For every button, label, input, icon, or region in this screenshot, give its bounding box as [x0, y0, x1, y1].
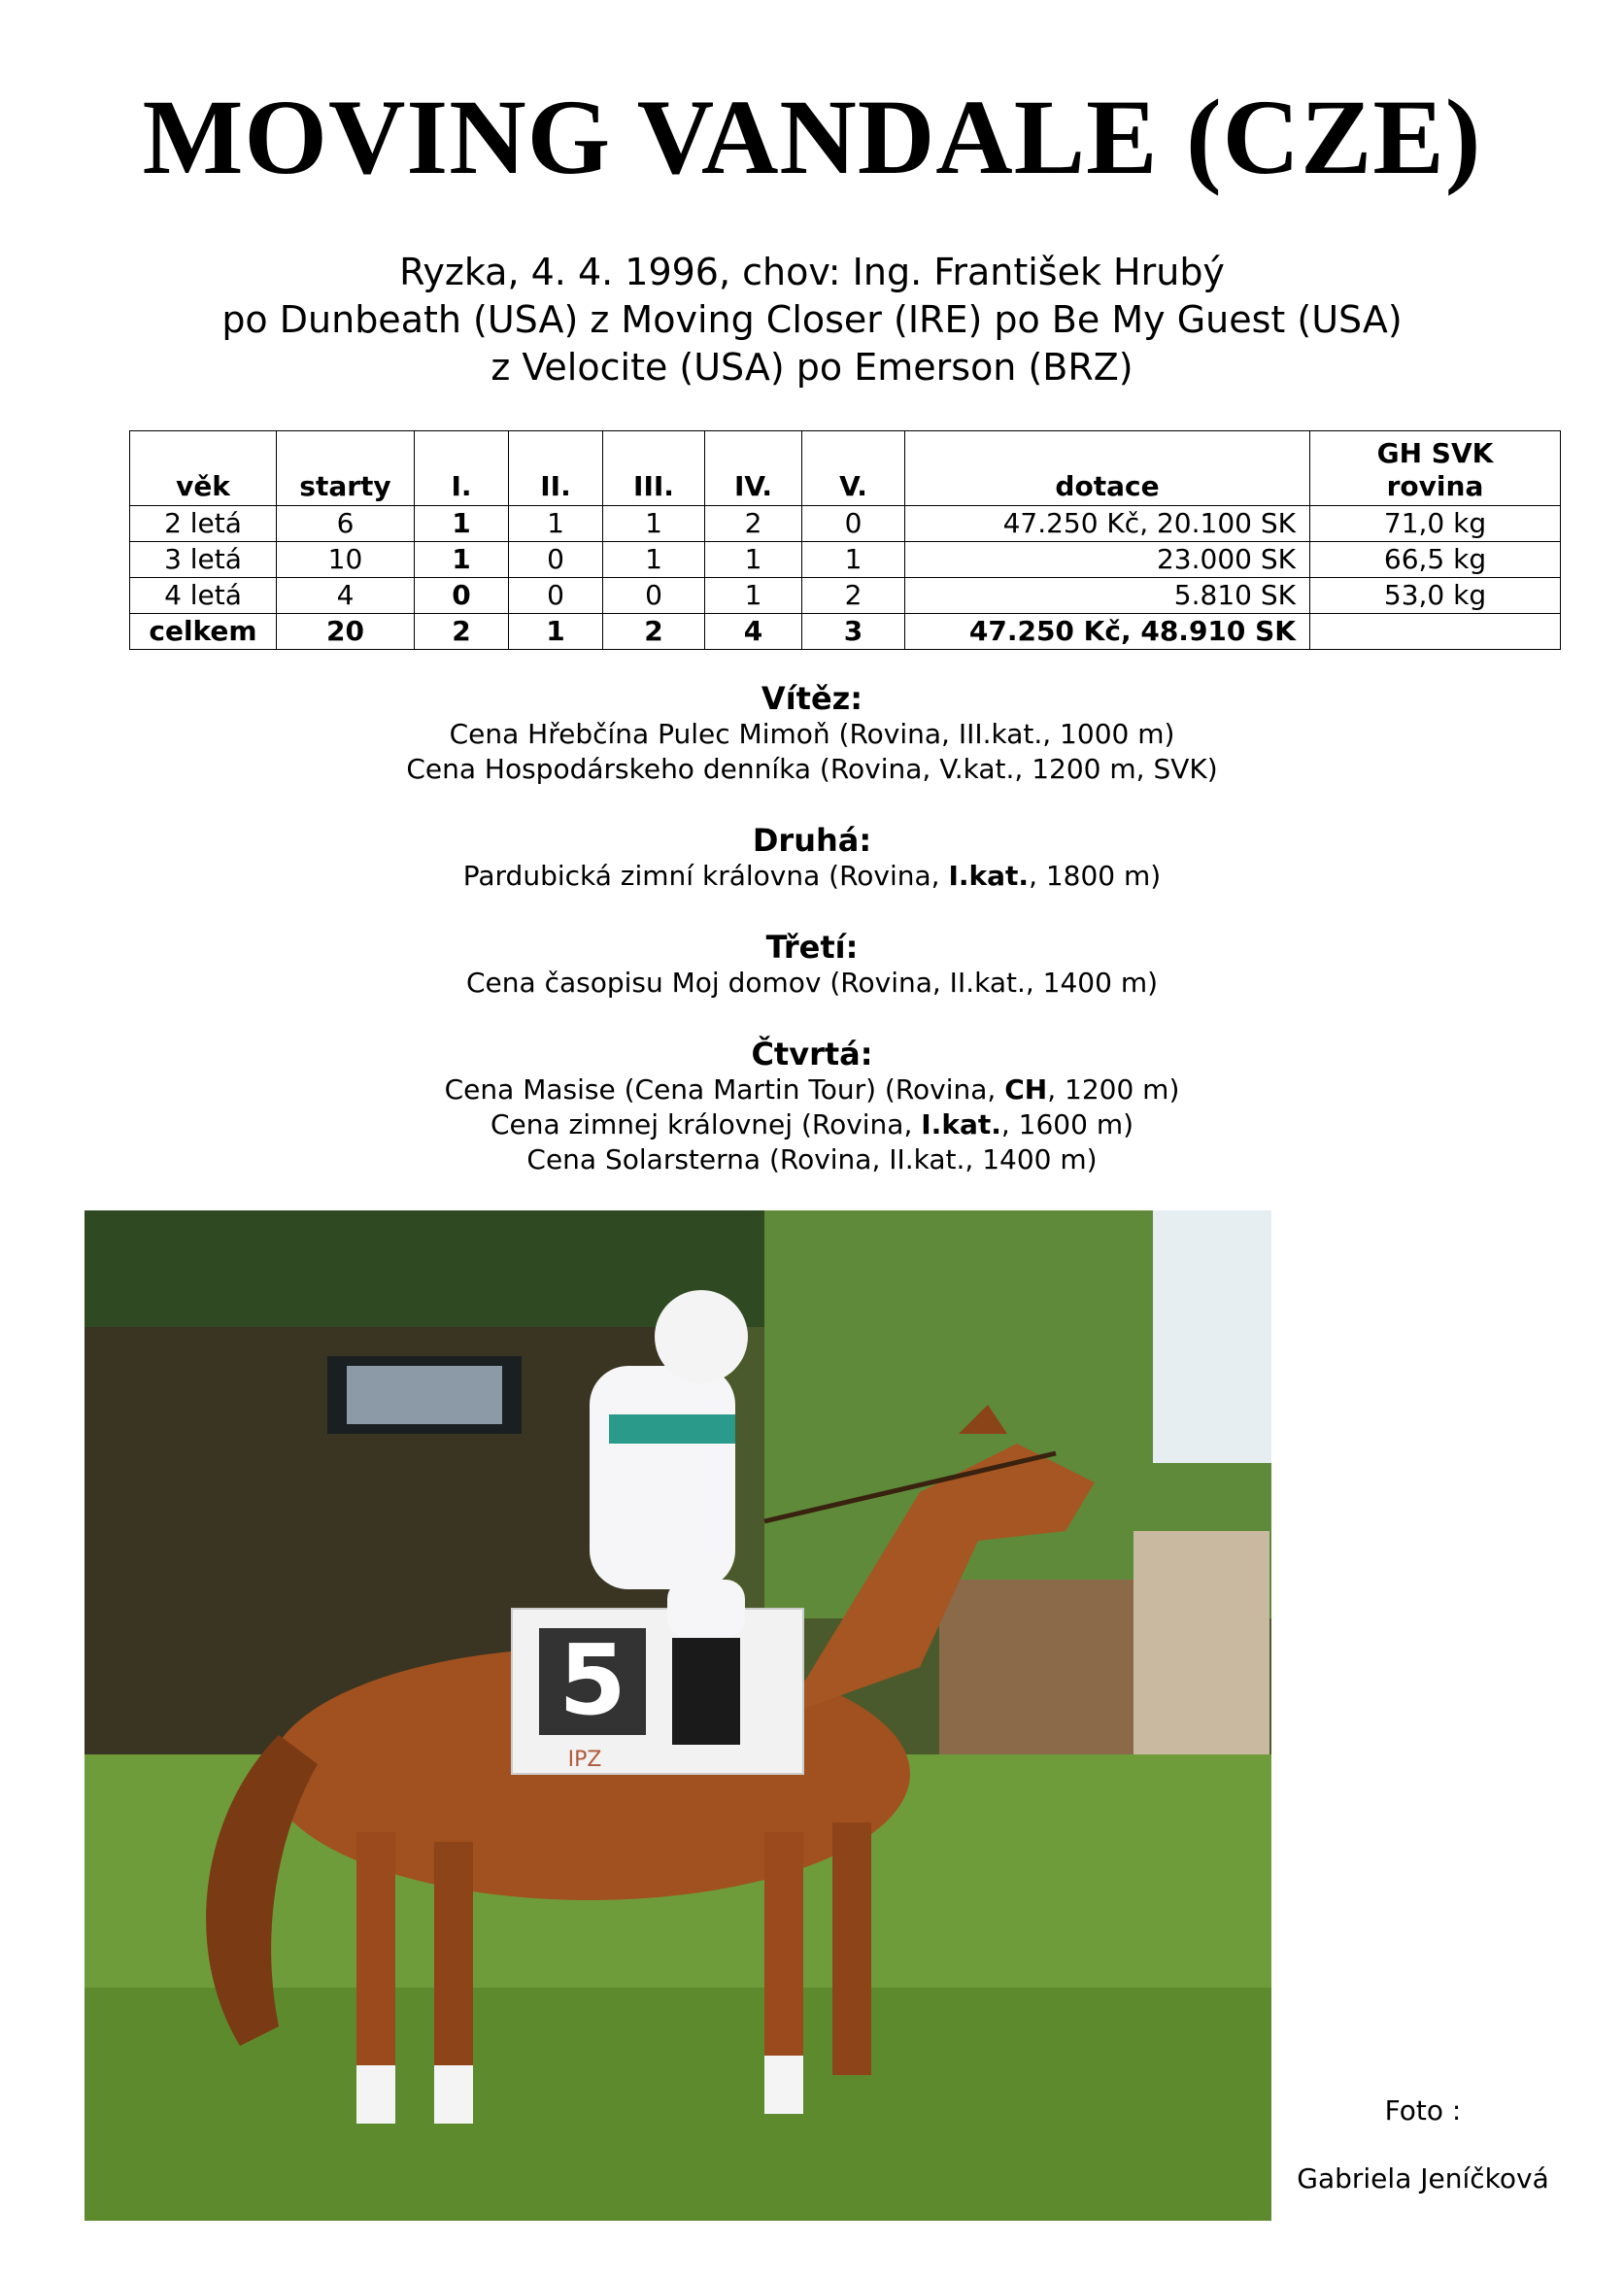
- pedigree-line-3: z Velocite (USA) po Emerson (BRZ): [491, 346, 1133, 389]
- cell-prize-money: 5.810 SK: [905, 578, 1310, 614]
- pedigree-line-2: po Dunbeath (USA) z Moving Closer (IRE) po Be My Guest (USA): [221, 298, 1403, 341]
- result-text: , 1800 m): [1029, 860, 1162, 892]
- cell-starts: 6: [277, 506, 415, 542]
- header-age: věk: [130, 431, 277, 506]
- result-line: [0, 859, 1624, 894]
- table-row: [130, 506, 1561, 542]
- cell-fifth: 0: [802, 506, 905, 542]
- cell-starts: 20: [277, 614, 415, 650]
- pedigree-line-1: Ryzka, 4. 4. 1996, chov: Ing. František Hrubý: [399, 251, 1225, 293]
- result-line: Cena Hřebčína Pulec Mimoň (Rovina, III.kat., 1000 m): [449, 718, 1175, 750]
- race-results: [0, 680, 1624, 1212]
- cell-third: 1: [603, 542, 705, 578]
- cell-fourth: 4: [705, 614, 802, 650]
- cell-handicap: 71,0 kg: [1310, 506, 1561, 542]
- cell-prize-money: 23.000 SK: [905, 542, 1310, 578]
- table-row: [130, 542, 1561, 578]
- header-starts: starty: [277, 431, 415, 506]
- header-first: I.: [415, 431, 509, 506]
- cell-second: 0: [509, 578, 603, 614]
- results-fourth-heading: Čtvrtá:: [751, 1036, 873, 1072]
- header-handicap-line1: GH SVK: [1376, 437, 1494, 469]
- cell-fifth: 3: [802, 614, 905, 650]
- header-third: III.: [603, 431, 705, 506]
- cell-fifth: 1: [802, 542, 905, 578]
- header-handicap: [1310, 431, 1561, 506]
- cell-starts: 10: [277, 542, 415, 578]
- results-fourth: [0, 1036, 1624, 1177]
- cell-second: 0: [509, 542, 603, 578]
- results-second-heading: Druhá:: [752, 822, 872, 859]
- result-text: Pardubická zimní královna (Rovina,: [462, 860, 949, 892]
- cell-handicap: 53,0 kg: [1310, 578, 1561, 614]
- cell-first: 1: [415, 506, 509, 542]
- horse-photo-illustration: [85, 1210, 1271, 2221]
- cell-third: 1: [603, 506, 705, 542]
- result-category-bold: I.kat.: [948, 860, 1030, 892]
- table-header-row: [130, 431, 1561, 506]
- result-text: Cena zimnej královnej (Rovina,: [490, 1108, 922, 1140]
- cell-third: 2: [603, 614, 705, 650]
- cell-first: 2: [415, 614, 509, 650]
- cell-second: 1: [509, 506, 603, 542]
- cell-age: celkem: [130, 614, 277, 650]
- cell-fourth: 1: [705, 542, 802, 578]
- cell-starts: 4: [277, 578, 415, 614]
- result-category-bold: CH: [1004, 1073, 1048, 1106]
- cell-fifth: 2: [802, 578, 905, 614]
- result-text: Cena Masise (Cena Martin Tour) (Rovina,: [444, 1073, 1005, 1106]
- cell-prize-money: 47.250 Kč, 20.100 SK: [905, 506, 1310, 542]
- cell-prize-money: 47.250 Kč, 48.910 SK: [905, 614, 1310, 650]
- horse-name-title: MOVING VANDALE (CZE): [142, 78, 1482, 196]
- result-text: , 1200 m): [1047, 1073, 1180, 1106]
- pedigree-block: [0, 249, 1624, 391]
- result-line: Cena Hospodárskeho denníka (Rovina, V.kat., 1200 m, SVK): [406, 753, 1218, 785]
- results-winner: [0, 680, 1624, 787]
- header-second: II.: [509, 431, 603, 506]
- results-third: [0, 929, 1624, 1001]
- result-line: Cena časopisu Moj domov (Rovina, II.kat., 1400 m): [465, 967, 1159, 999]
- header-prize-money: dotace: [905, 431, 1310, 506]
- cell-first: 0: [415, 578, 509, 614]
- results-third-heading: Třetí:: [765, 929, 859, 966]
- header-fifth: V.: [802, 431, 905, 506]
- result-line: Cena Solarsterna (Rovina, II.kat., 1400 m): [526, 1143, 1098, 1175]
- table-total-row: [130, 614, 1561, 650]
- header-handicap-line2: rovina: [1386, 470, 1484, 502]
- cell-third: 0: [603, 578, 705, 614]
- results-second: [0, 822, 1624, 894]
- cell-second: 1: [509, 614, 603, 650]
- result-category-bold: I.kat.: [921, 1108, 1001, 1140]
- cell-handicap: 66,5 kg: [1310, 542, 1561, 578]
- cell-first: 1: [415, 542, 509, 578]
- cell-age: 2 letá: [130, 506, 277, 542]
- race-record-table: [129, 430, 1561, 650]
- cell-fourth: 2: [705, 506, 802, 542]
- photo-credit-label: Foto :: [1384, 2094, 1462, 2127]
- result-line: [0, 1107, 1624, 1142]
- photo-credit-name: Gabriela Jeníčková: [1297, 2162, 1549, 2195]
- header-fourth: IV.: [705, 431, 802, 506]
- saddle-number: 5: [558, 1623, 626, 1737]
- cell-handicap: [1310, 614, 1561, 650]
- result-text: , 1600 m): [1000, 1108, 1134, 1140]
- saddle-text: IPZ: [567, 1748, 602, 1772]
- result-line: [0, 1072, 1624, 1107]
- cell-fourth: 1: [705, 578, 802, 614]
- table-row: [130, 578, 1561, 614]
- cell-age: 4 letá: [130, 578, 277, 614]
- horse-photo: [85, 1210, 1271, 2221]
- cell-age: 3 letá: [130, 542, 277, 578]
- results-winner-heading: Vítěz:: [761, 680, 863, 717]
